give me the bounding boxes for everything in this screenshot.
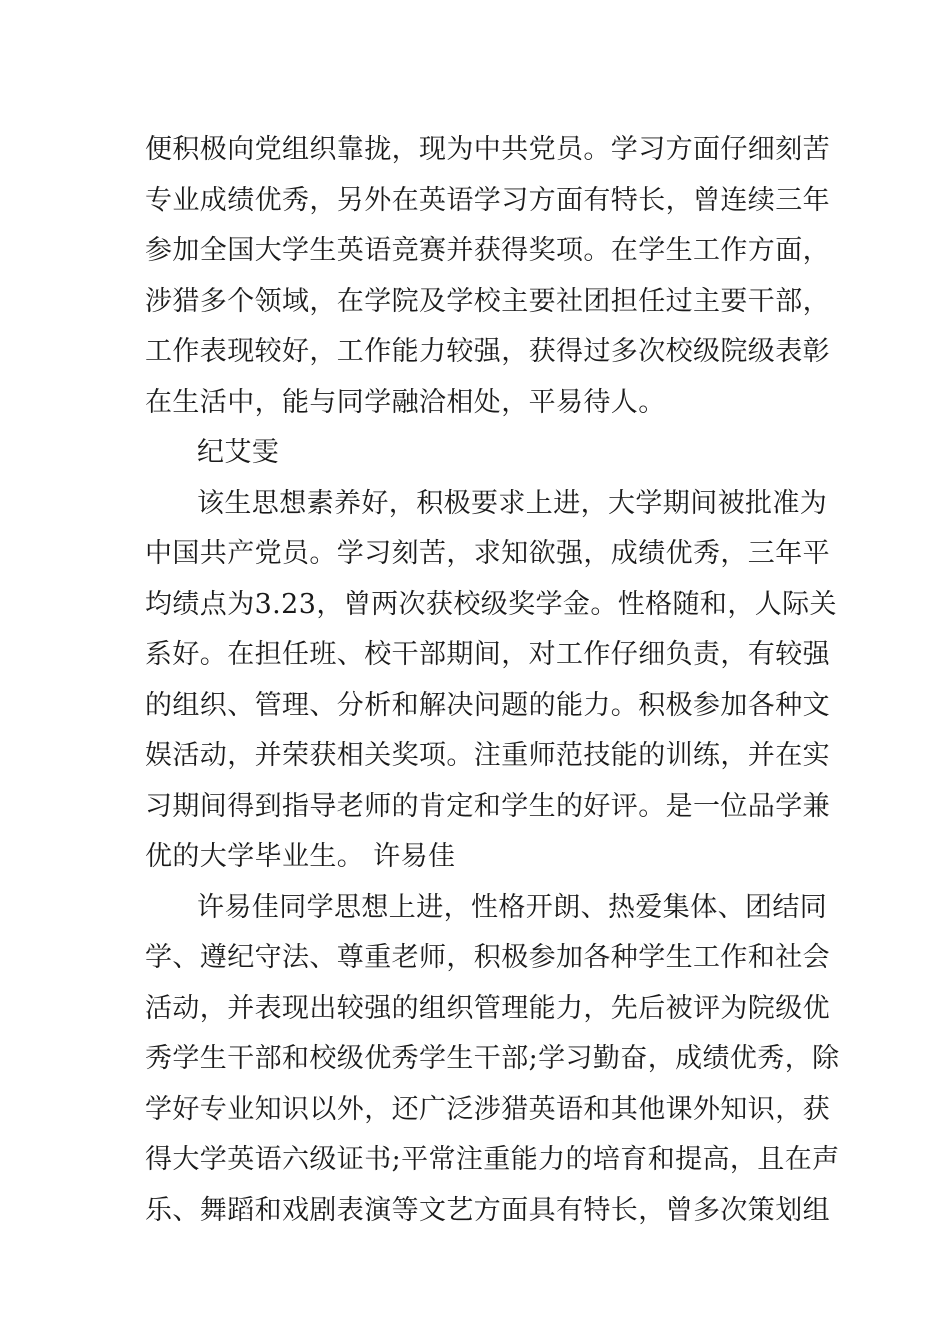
text-line: 学、遵纪守法、尊重老师，积极参加各种学生工作和社会 bbox=[145, 942, 830, 973]
text-line: 在生活中，能与同学融洽相处，平易待人。 bbox=[145, 387, 666, 418]
text-line: 中国共产党员。学习刻苦，求知欲强，成绩优秀，三年平 bbox=[145, 538, 830, 569]
text-line: 系好。在担任班、校干部期间，对工作仔细负责，有较强 bbox=[145, 639, 830, 670]
text-line: 均绩点为3.23，曾两次获校级奖学金。性格随和，人际关 bbox=[145, 589, 837, 620]
text-line: 参加全国大学生英语竞赛并获得奖项。在学生工作方面， bbox=[145, 235, 830, 266]
text-line: 的组织、管理、分析和解决问题的能力。积极参加各种文 bbox=[145, 690, 830, 721]
text-line: 专业成绩优秀，另外在英语学习方面有特长，曾连续三年 bbox=[145, 185, 830, 216]
text-line: 工作表现较好，工作能力较强，获得过多次校级院级表彰 bbox=[145, 336, 830, 367]
paragraph-first-line: 许易佳同学思想上进，性格开朗、热爱集体、团结同 bbox=[197, 892, 828, 923]
text-line: 优的大学毕业生。 许易佳 bbox=[145, 841, 456, 872]
text-line: 涉猎多个领域，在学院及学校主要社团担任过主要干部， bbox=[145, 286, 830, 317]
text-line: 乐、舞蹈和戏剧表演等文艺方面具有特长，曾多次策划组 bbox=[145, 1195, 830, 1226]
text-line: 学好专业知识以外，还广泛涉猎英语和其他课外知识，获 bbox=[145, 1094, 830, 1125]
text-line: 活动，并表现出较强的组织管理能力，先后被评为院级优 bbox=[145, 993, 830, 1024]
text-line: 秀学生干部和校级优秀学生干部;学习勤奋，成绩优秀，除 bbox=[145, 1043, 840, 1074]
paragraph-first-line: 该生思想素养好，积极要求上进，大学期间被批准为 bbox=[197, 488, 828, 519]
text-line: 娱活动，并荣获相关奖项。注重师范技能的训练，并在实 bbox=[145, 740, 830, 771]
text-line: 习期间得到指导老师的肯定和学生的好评。是一位品学兼 bbox=[145, 791, 830, 822]
text-line: 便积极向党组织靠拢，现为中共党员。学习方面仔细刻苦 bbox=[145, 134, 830, 165]
text-line: 得大学英语六级证书;平常注重能力的培育和提高，且在声 bbox=[145, 1144, 840, 1175]
person-name-heading: 纪艾雯 bbox=[197, 437, 280, 468]
